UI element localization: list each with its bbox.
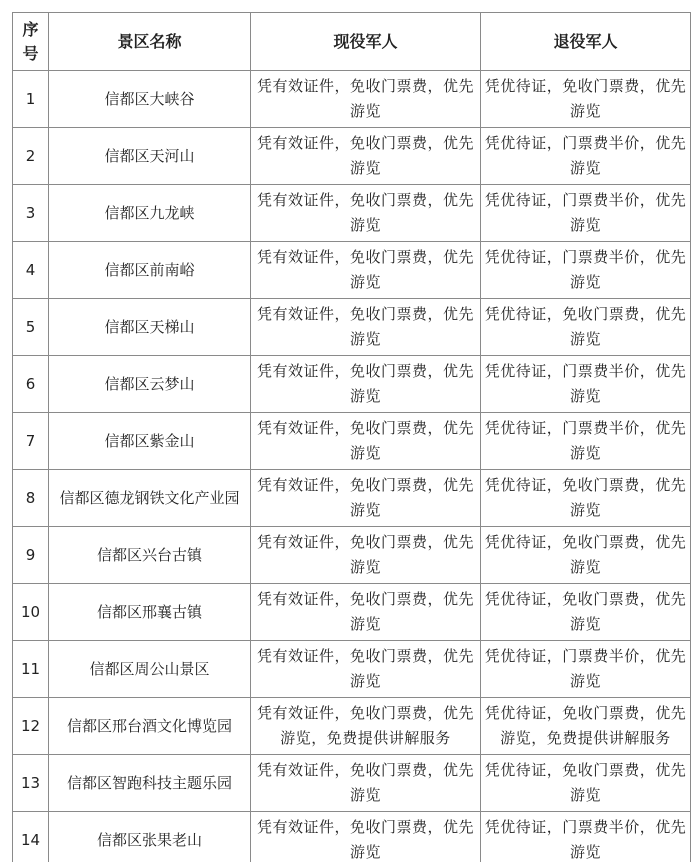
header-num-label: 序号 <box>22 19 39 63</box>
table-row <box>13 185 691 242</box>
active-military-policy: 凭有效证件，免收门票费，优先游览，免费提供讲解服务 <box>251 698 481 755</box>
table-row <box>13 812 691 862</box>
row-number: 8 <box>13 470 49 527</box>
table-body <box>13 71 691 862</box>
active-military-policy: 凭有效证件，免收门票费，优先游览 <box>251 356 481 413</box>
scenic-name: 信都区兴台古镇 <box>49 527 251 584</box>
row-number: 6 <box>13 356 49 413</box>
row-number: 13 <box>13 755 49 812</box>
retired-military-policy: 凭优待证，免收门票费，优先游览 <box>481 71 691 128</box>
retired-military-policy: 凭优待证，免收门票费，优先游览 <box>481 527 691 584</box>
header-row <box>13 13 691 71</box>
scenic-name: 信都区德龙钢铁文化产业园 <box>49 470 251 527</box>
table-row <box>13 299 691 356</box>
row-number: 12 <box>13 698 49 755</box>
table-row <box>13 527 691 584</box>
retired-military-policy: 凭优待证，免收门票费，优先游览 <box>481 755 691 812</box>
scenic-name: 信都区云梦山 <box>49 356 251 413</box>
scenic-name: 信都区紫金山 <box>49 413 251 470</box>
retired-military-policy: 凭优待证，免收门票费，优先游览 <box>481 584 691 641</box>
active-military-policy: 凭有效证件，免收门票费，优先游览 <box>251 755 481 812</box>
retired-military-policy: 凭优待证，免收门票费，优先游览 <box>481 470 691 527</box>
scenic-name: 信都区智跑科技主题乐园 <box>49 755 251 812</box>
active-military-policy: 凭有效证件，免收门票费，优先游览 <box>251 812 481 862</box>
scenic-name: 信都区九龙峡 <box>49 185 251 242</box>
active-military-policy: 凭有效证件，免收门票费，优先游览 <box>251 584 481 641</box>
retired-military-policy: 凭优待证，门票费半价，优先游览 <box>481 413 691 470</box>
header-retired: 退役军人 <box>481 13 691 71</box>
retired-military-policy: 凭优待证，门票费半价，优先游览 <box>481 356 691 413</box>
row-number: 4 <box>13 242 49 299</box>
retired-military-policy: 凭优待证，免收门票费，优先游览 <box>481 299 691 356</box>
table-row <box>13 698 691 755</box>
active-military-policy: 凭有效证件，免收门票费，优先游览 <box>251 185 481 242</box>
table-row <box>13 470 691 527</box>
table-row <box>13 641 691 698</box>
table-row <box>13 755 691 812</box>
active-military-policy: 凭有效证件，免收门票费，优先游览 <box>251 299 481 356</box>
active-military-policy: 凭有效证件，免收门票费，优先游览 <box>251 128 481 185</box>
active-military-policy: 凭有效证件，免收门票费，优先游览 <box>251 470 481 527</box>
table-row <box>13 413 691 470</box>
scenic-name: 信都区前南峪 <box>49 242 251 299</box>
table-row <box>13 71 691 128</box>
scenic-name: 信都区邢台酒文化博览园 <box>49 698 251 755</box>
scenic-name: 信都区天梯山 <box>49 299 251 356</box>
retired-military-policy: 凭优待证，门票费半价，优先游览 <box>481 812 691 862</box>
active-military-policy: 凭有效证件，免收门票费，优先游览 <box>251 413 481 470</box>
row-number: 1 <box>13 71 49 128</box>
active-military-policy: 凭有效证件，免收门票费，优先游览 <box>251 242 481 299</box>
scenic-name: 信都区邢襄古镇 <box>49 584 251 641</box>
retired-military-policy: 凭优待证，门票费半价，优先游览 <box>481 185 691 242</box>
table-row <box>13 584 691 641</box>
retired-military-policy: 凭优待证，门票费半价，优先游览 <box>481 641 691 698</box>
row-number: 11 <box>13 641 49 698</box>
row-number: 5 <box>13 299 49 356</box>
retired-military-policy: 凭优待证，门票费半价，优先游览 <box>481 128 691 185</box>
header-name: 景区名称 <box>49 13 251 71</box>
row-number: 14 <box>13 812 49 862</box>
scenic-discount-table <box>12 12 691 862</box>
scenic-name: 信都区张果老山 <box>49 812 251 862</box>
header-active: 现役军人 <box>251 13 481 71</box>
table-row <box>13 128 691 185</box>
row-number: 9 <box>13 527 49 584</box>
row-number: 3 <box>13 185 49 242</box>
scenic-name: 信都区大峡谷 <box>49 71 251 128</box>
retired-military-policy: 凭优待证，门票费半价，优先游览 <box>481 242 691 299</box>
row-number: 7 <box>13 413 49 470</box>
retired-military-policy: 凭优待证，免收门票费，优先游览，免费提供讲解服务 <box>481 698 691 755</box>
table-row <box>13 242 691 299</box>
active-military-policy: 凭有效证件，免收门票费，优先游览 <box>251 527 481 584</box>
active-military-policy: 凭有效证件，免收门票费，优先游览 <box>251 71 481 128</box>
scenic-name: 信都区天河山 <box>49 128 251 185</box>
row-number: 2 <box>13 128 49 185</box>
active-military-policy: 凭有效证件，免收门票费，优先游览 <box>251 641 481 698</box>
table-row <box>13 356 691 413</box>
scenic-name: 信都区周公山景区 <box>49 641 251 698</box>
header-num <box>13 13 49 71</box>
row-number: 10 <box>13 584 49 641</box>
